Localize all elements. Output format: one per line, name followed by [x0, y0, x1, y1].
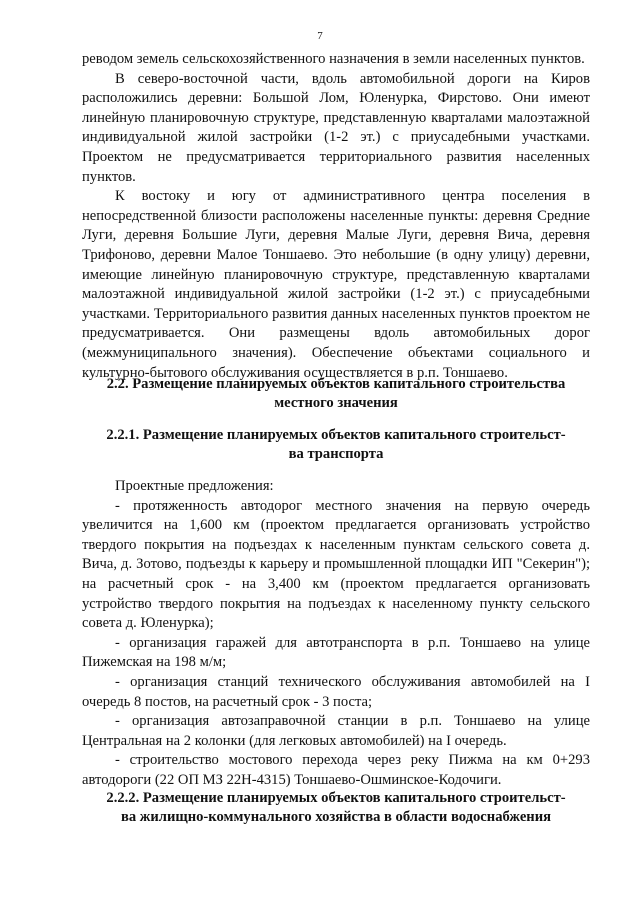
proposal-item: - строительство мостового перехода через реку Пижма на км 0+293 автодороги (22 ОП МЗ 22Н-4315) Тоншаево-Ошминское-Кодочиги. [82, 752, 590, 788]
proposal-item: - протяженность автодорог местного значения на первую очередь увеличится на 1,600 км (проектом предлагается организовать устройство твердого покрытия на подъездах к населенным пунктам сельского совета д. Вича, д. Зотово, подъезды к карьеру и промышленной площадки ИП "Секерин"); на расчетный срок - на 3,400 км (проектом предлагается организовать устройство твердого покрытия на подъездах к населенному пункту сельского совета д. Юленурка); [82, 497, 590, 632]
proposal-item: - организация станций технического обслуживания автомобилей на I очередь 8 постов, на расчетный срок - 3 поста; [82, 673, 590, 710]
body-text-top [82, 50, 590, 383]
proposal-item: - организация автозаправочной станции в р.п. Тоншаево на улице Центральная на 2 колонки (для легковых автомобилей) на I очередь. [82, 713, 590, 749]
page-number: 7 [317, 30, 323, 42]
intro-paragraph: реводом земель сельскохозяйственного назначения в земли населенных пунктов. [82, 51, 585, 67]
paragraph-east-south: К востоку и югу от административного центра поселения в непосредственной близости расположены населенные пункты: деревня Средние Луги, деревня Большие Луги, деревня Малые Луги, деревня Вича, деревня Трифоново, деревни Малое Тоншаево. Это небольшие (в одну улицу) деревни, имеющие линейную планировочную структуре, представленную кварталами малоэтажной индивидуальной жилой застройки (1-2 эт.) с приусадебными участками. Территориального развития данных населенных пунктов проектом не предусматривается. Они размещены вдоль автомобильных дорог (межмуниципального значения). Обеспечение объектами социального и культурно-бытового обслуживания осуществляется в р.п. Тоншаево. [82, 188, 590, 381]
proposal-item: - организация гаражей для автотранспорта в р.п. Тоншаево на улице Пижемская на 198 м/м; [82, 634, 590, 671]
proposals-section [82, 477, 590, 791]
heading-2-2: 2.2. Размещение планируемых объектов капитального строительства местного значения [106, 376, 566, 411]
proposals-label: Проектные предложения: [115, 478, 274, 494]
heading-2-2-2: 2.2.2. Размещение планируемых объектов капитального строительст- ва жилищно-коммунального хозяйства в области водоснабжения [106, 790, 566, 825]
heading-2-2-1: 2.2.1. Размещение планируемых объектов капитального строительст- ва транспорта [106, 427, 566, 462]
paragraph-northeast: В северо-восточной части, вдоль автомобильной дороги на Киров расположились деревни: Большой Лом, Юленурка, Фирстово. Они имеют линейную планировочную структуре, представленную кварталами малоэтажной индивидуальной жилой застройки (1-2 эт.) с приусадебными участками. Проектом не предусматривается территориального развития населенных пунктов. [82, 70, 590, 185]
